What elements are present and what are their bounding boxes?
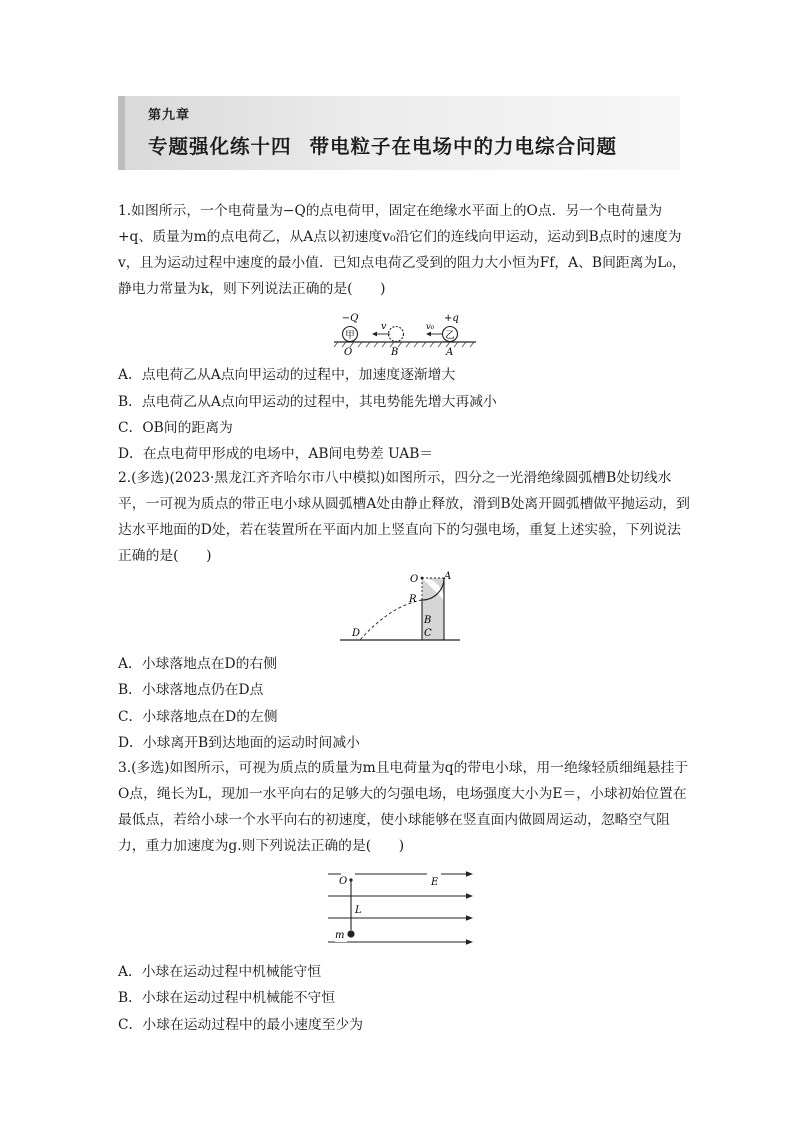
question-2-option-b: B．小球落地点仍在D点 (118, 682, 264, 698)
question-2-option-a: A．小球落地点在D的右侧 (118, 656, 277, 672)
charge-pos-q-label: +q (444, 313, 459, 324)
point-o-label: O (344, 347, 353, 358)
question-3-figure (323, 866, 478, 950)
mass-m-label: m (335, 930, 345, 941)
radius-r-label: R (409, 594, 417, 605)
question-3-text: 3.(多选)如图所示，可视为质点的质量为m且电荷量为q的带电小球，用一绝缘轻质细绳悬挂于O点，绳长为L，现加一水平向右的足够大的匀强电场，电场强度大小为E＝，小球初始位置在最低点，若给小球一个水平向右的初速度，使小球能够在竖直面内做圆周运动，忽略空气阻力，重力加速度为g.则下列说法正确的是( ) (118, 760, 689, 854)
question-1-option-b: B．点电荷乙从A点向甲运动的过程中，其电势能先增大再减小 (118, 394, 497, 410)
point-o-label: O (410, 574, 419, 585)
charge-neg-q-label: −Q (341, 313, 359, 324)
length-l-label: L (355, 905, 362, 916)
point-a-label: A (446, 347, 454, 358)
question-1-text: 1.如图所示，一个电荷量为−Q的点电荷甲，固定在绝缘水平面上的O点．另一个电荷量为+q、质量为m的点电荷乙，从A点以初速度v₀沿它们的连线向甲运动，运动到B点时的速度为v，且为运动过程中速度的最小值．已知点电荷乙受到的阻力大小恒为Ff，A、B间距离为L₀，静电力常量为k，则下列说法正确的是( ) (118, 203, 686, 297)
point-c-label: C (424, 628, 432, 639)
velocity-v0-label: v₀ (426, 322, 435, 332)
question-1-option-c: C．OB间的距离为 (118, 420, 233, 436)
point-b-label: B (424, 615, 432, 626)
question-2-text: 2.(多选)(2023·黑龙江齐齐哈尔市八中模拟)如图所示，四分之一光滑绝缘圆弧槽B处切线水平，一可视为质点的带正电小球从圆弧槽A处由静止释放，滑到B处离开圆弧槽做平抛运动，到达水平地面的D处，若在装置所在平面内加上竖直向下的匀强电场，重复上述实验，下列说法正确的是( ) (118, 470, 690, 564)
question-2-option-c: C．小球落地点在D的左侧 (118, 709, 278, 725)
charge-jia-label: 甲 (345, 330, 355, 341)
question-3-option-c: C．小球在运动过程中的最小速度至少为 (118, 1017, 364, 1033)
question-1-option-a: A．点电荷乙从A点向甲运动的过程中，加速度逐渐增大 (118, 367, 456, 383)
charge-yi-label: 乙 (445, 330, 455, 341)
point-b-label: B (391, 347, 399, 358)
point-d-label: D (352, 628, 361, 639)
question-3-option-a: A．小球在运动过程中机械能守恒 (118, 964, 322, 980)
question-1-figure (330, 308, 480, 360)
question-2-figure (340, 568, 460, 642)
title-part-a: 专题强化练十四 (148, 135, 292, 158)
chapter-label: 第九章 (148, 108, 191, 123)
field-e-label: E (431, 877, 439, 888)
page-title (148, 131, 617, 159)
velocity-v-label: v (381, 321, 387, 332)
title-part-b: 带电粒子在电场中的力电综合问题 (309, 135, 618, 158)
point-a-label: A (444, 571, 452, 582)
pivot-o-label: O (339, 876, 348, 887)
question-1-option-d: D．在点电荷甲形成的电场中，AB间电势差 UAB＝ (118, 446, 434, 462)
question-2-option-d: D．小球离开B到达地面的运动时间减小 (118, 735, 360, 751)
question-3-option-b: B．小球在运动过程中机械能不守恒 (118, 990, 336, 1006)
